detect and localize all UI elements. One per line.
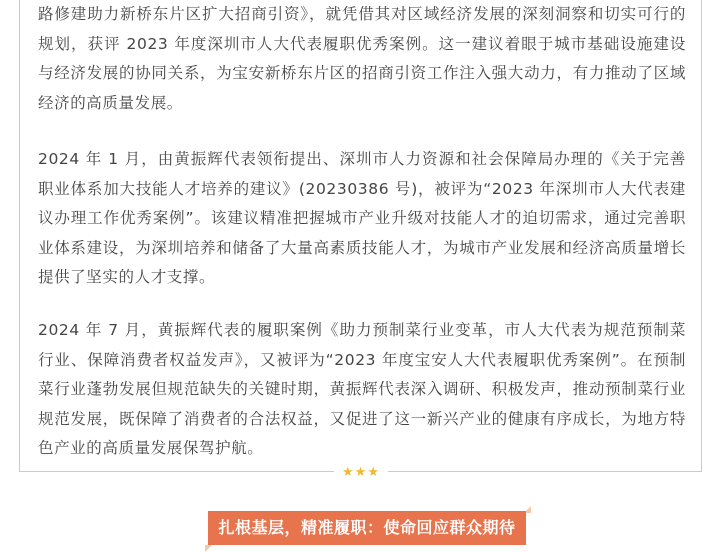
star-divider-icon: ★★★ [334, 462, 388, 484]
paragraph-3: 2024 年 7 月，黄振辉代表的履职案例《助力预制菜行业变革，市人大代表为规范预制菜行业、保障消费者权益发声》，又被评为“2023 年度宝安人大代表履职优秀案例”。在预制菜行业蓬勃发展但规范缺失的关键时期，黄振辉代表深入调研、积极发声，推动预制菜行业规范发展，既保障了消费者的合法权益，又促进了这一新兴产业的健康有序成长，为地方特色产业的高质量发展保驾护航。 [38, 321, 686, 457]
paragraph-1: 路修建助力新桥东片区扩大招商引资》，就凭借其对区域经济发展的深刻洞察和切实可行的规划，获评 2023 年度深圳市人大代表履职优秀案例。这一建议着眼于城市基础设施建设与经济发展的协同关系，为宝安新桥东片区的招商引资工作注入强大动力，有力推动了区域经济的高质量发展。 [38, 5, 686, 112]
section-banner [205, 511, 531, 547]
paragraph-2: 2024 年 1 月，由黄振辉代表领衔提出、深圳市人力资源和社会保障局办理的《关于完善职业体系加大技能人才培养的建议》(20230386 号)，被评为“2023 年深圳市人大代表建议办理工作优秀案例”。该建议精准把握城市产业升级对技能人才的迫切需求，通过完善职业体系建设，为深圳培养和储备了大量高素质技能人才，为城市产业发展和经济高质量增长提供了坚实的人才支撑。 [38, 150, 686, 286]
banner-corner-left [205, 545, 212, 552]
section-title: 扎根基层，精准履职：使命回应群众期待 [208, 511, 526, 545]
